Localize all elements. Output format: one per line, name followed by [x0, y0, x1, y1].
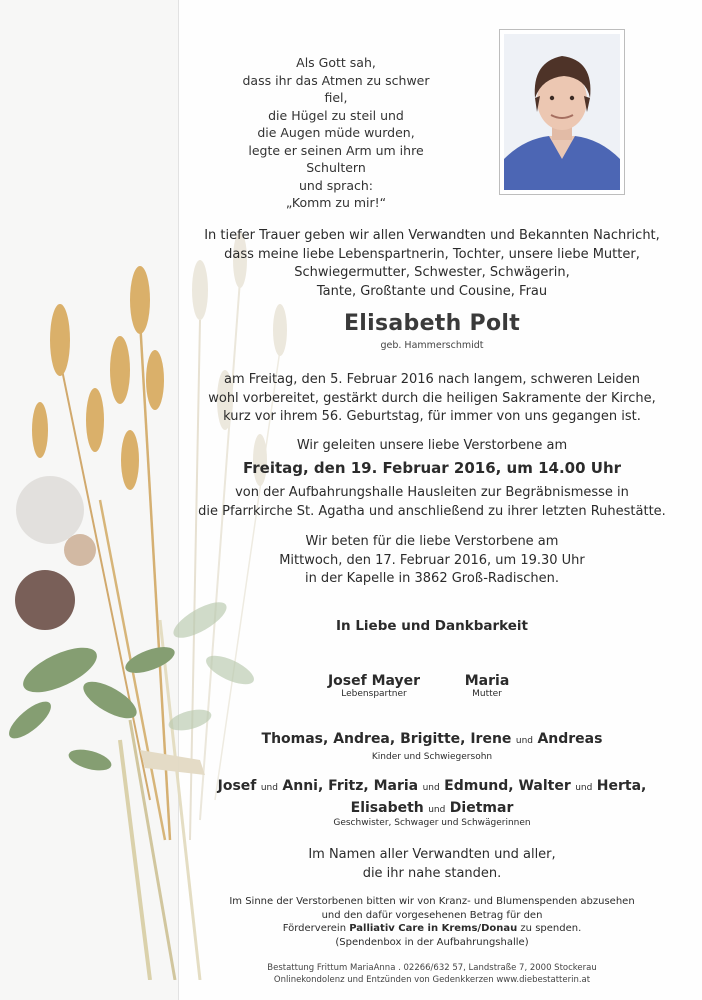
prayer-line: in der Kapelle in 3862 Groß-Radischen. [304, 571, 560, 586]
deceased-name: Elisabeth Polt [343, 311, 521, 336]
donation-line: Förderverein [282, 923, 347, 934]
poem-line: dass ihr das Atmen zu schwer fiel, [242, 72, 430, 105]
death-notice-line: kurz vor ihrem 56. Geburtstag, für immer von uns gegangen ist. [223, 409, 641, 424]
poem-line: die Augen müde wurden, [257, 125, 415, 140]
mourner-partner [316, 673, 432, 699]
sibling-name: Herta, [596, 778, 647, 794]
death-notice-line: am Freitag, den 5. Februar 2016 nach langem, schweren Leiden [223, 372, 640, 387]
family-line-text: Im Namen aller Verwandten und aller, [308, 847, 556, 862]
intro-line: Tante, Großtante und Cousine, Frau [316, 283, 548, 299]
portrait-photo [504, 34, 620, 190]
donation-text [182, 895, 682, 949]
portrait-frame [499, 29, 625, 195]
funeral-intro: Wir geleiten unsere liebe Verstorbene am [296, 438, 568, 453]
donation-organization: Palliativ Care in Krems/Donau [349, 923, 518, 934]
children-names [182, 731, 682, 747]
sibling-name: Anni, Fritz, Maria [282, 778, 419, 794]
poem-line: Als Gott sah, [296, 55, 376, 70]
mother-role: Mutter [472, 689, 502, 699]
family-line [182, 846, 682, 883]
family-line-text: die ihr nahe standen. [362, 865, 502, 881]
partner-role: Lebenspartner [341, 689, 407, 699]
funeral-details-line: von der Aufbahrungshalle Hausleiten zur Begräbnismesse in [235, 485, 629, 500]
footer-line: Bestattung Frittum MariaAnna . 02266/632 57, Landstraße 7, 2000 Stockerau [267, 963, 597, 973]
intro-text [182, 227, 682, 301]
funeral-details [182, 484, 682, 521]
footer-line: Onlinekondolenz und Entzünden von Gedenkkerzen www.diebestatterin.at [273, 975, 591, 985]
death-notice-line: wohl vorbereitet, gestärkt durch die heiligen Sakramente der Kirche, [208, 390, 656, 406]
donation-line: zu spenden. [520, 923, 582, 934]
donation-line: und den dafür vorgesehenen Betrag für den [321, 909, 543, 921]
funeral-datetime: Freitag, den 19. Februar 2016, um 14.00 Uhr [242, 459, 622, 477]
prayer-text [182, 533, 682, 589]
deceased-birth-name: geb. Hammerschmidt [380, 340, 484, 351]
mother-name: Maria [464, 673, 510, 689]
poem-line: und sprach: [298, 177, 373, 193]
und-text: und [260, 783, 278, 793]
und-text: und [575, 783, 593, 793]
poem-line: „Komm zu mir!“ [285, 195, 387, 210]
mourner-mother [452, 673, 522, 699]
poem [236, 54, 436, 212]
funeral-details-line: die Pfarrkirche St. Agatha und anschließend zu ihrer letzten Ruhestätte. [198, 503, 666, 519]
intro-line: dass meine liebe Lebenspartnerin, Tochter, unsere liebe Mutter, [224, 246, 640, 262]
siblings-names [182, 776, 682, 820]
prayer-line: Mittwoch, den 17. Februar 2016, um 19.30 Uhr [279, 552, 585, 568]
siblings-role: Geschwister, Schwager und Schwägerinnen [333, 818, 531, 828]
prayer-line: Wir beten für die liebe Verstorbene am [305, 534, 559, 549]
sibling-name: Dietmar [449, 800, 514, 816]
sibling-name: Josef [217, 778, 257, 794]
und-text: und [422, 783, 440, 793]
closing-line: In Liebe und Dankbarkeit [335, 618, 528, 634]
children-names-b: Andreas [537, 731, 603, 747]
children-names-a: Thomas, Andrea, Brigitte, Irene [261, 731, 512, 747]
und-text: und [515, 736, 533, 746]
partner-name: Josef Mayer [327, 673, 421, 689]
donation-line: (Spendenbox in der Aufbahrungshalle) [335, 936, 529, 948]
sibling-name: Edmund, Walter [444, 778, 571, 794]
death-notice-text [182, 371, 682, 427]
poem-line: die Hügel zu steil und [268, 107, 404, 123]
und-text: und [428, 805, 446, 815]
sibling-name: Elisabeth [350, 800, 424, 816]
donation-line: Im Sinne der Verstorbenen bitten wir von Kranz- und Blumenspenden abzusehen [229, 896, 635, 907]
footer [182, 962, 682, 986]
children-role: Kinder und Schwiegersohn [371, 752, 493, 762]
intro-line: Schwiegermutter, Schwester, Schwägerin, [294, 265, 570, 280]
intro-line: In tiefer Trauer geben wir allen Verwandten und Bekannten Nachricht, [204, 228, 660, 243]
poem-line: legte er seinen Arm um ihre Schultern [248, 142, 424, 175]
